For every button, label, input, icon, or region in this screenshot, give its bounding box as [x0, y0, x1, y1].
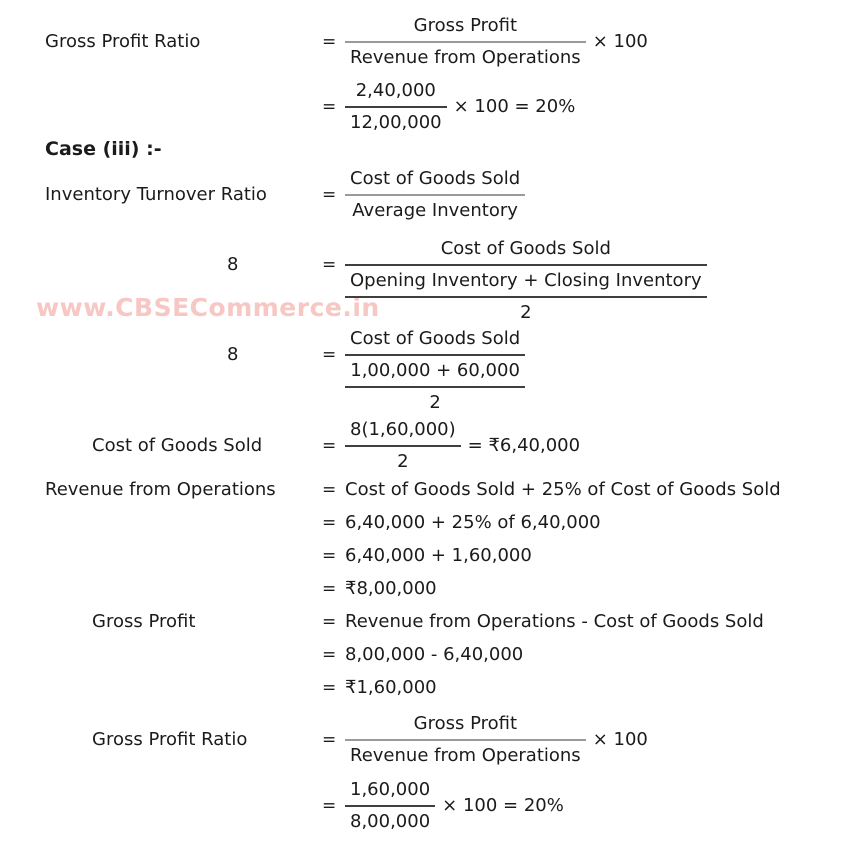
equation-row-gross-profit-step	[0, 643, 850, 667]
row-label: Gross Profit	[92, 611, 196, 632]
fraction	[345, 778, 435, 834]
equation-row-cogs-result	[0, 418, 850, 474]
fraction	[345, 79, 447, 135]
multiplier-suffix: × 100	[592, 31, 648, 52]
fraction-denominator: Average Inventory	[352, 200, 518, 221]
fraction	[345, 418, 461, 474]
fraction-numerator: Cost of Goods Sold	[440, 238, 611, 259]
equals-sign: =	[322, 97, 337, 117]
equals-sign: =	[322, 546, 337, 566]
fraction-bar	[345, 445, 461, 447]
fraction-numerator: Cost of Goods Sold	[350, 328, 521, 349]
inner-fraction-numerator: 1,00,000 + 60,000	[350, 360, 520, 381]
equation-row-revenue-step2	[0, 544, 850, 568]
fraction-bar	[345, 739, 586, 741]
fraction-denominator: 8,00,000	[350, 811, 431, 832]
inner-fraction-bar	[345, 296, 707, 298]
fraction-main-bar	[345, 354, 525, 356]
equation-row-inventory-turnover-formula	[0, 167, 850, 223]
equals-sign: =	[322, 612, 337, 632]
equals-sign: =	[322, 480, 337, 500]
nested-fraction	[345, 237, 707, 325]
fraction-numerator: Cost of Goods Sold	[350, 168, 521, 189]
fraction	[345, 14, 586, 70]
equation-row-gross-profit-ratio-values	[0, 79, 850, 135]
case-heading: Case (iii) :-	[45, 138, 162, 160]
expression-text: 6,40,000 + 25% of 6,40,000	[345, 512, 601, 533]
fraction-main-bar	[345, 264, 707, 266]
fraction-denominator: Revenue from Operations	[350, 47, 581, 68]
fraction-bar	[345, 41, 586, 43]
inner-fraction-denominator: 2	[520, 302, 532, 323]
fraction	[345, 712, 586, 768]
result-value: ₹1,60,000	[345, 677, 437, 698]
fraction-numerator: Gross Profit	[413, 15, 518, 36]
equation-row-gross-profit-formula	[0, 610, 850, 634]
row-label: Revenue from Operations	[45, 479, 276, 500]
equals-sign: =	[322, 185, 337, 205]
equation-row-gpr-values-bottom	[0, 778, 850, 834]
result-suffix: × 100 = 20%	[442, 795, 564, 816]
equals-sign: =	[322, 513, 337, 533]
equation-row-gross-profit-ratio-formula	[0, 14, 850, 70]
equals-sign: =	[322, 436, 337, 456]
equation-row-revenue-formula	[0, 478, 850, 502]
fraction-denominator: 12,00,000	[350, 112, 442, 133]
result-value: ₹8,00,000	[345, 578, 437, 599]
equation-row-revenue-step1	[0, 511, 850, 535]
equals-sign: =	[322, 796, 337, 816]
fraction-numerator: 2,40,000	[355, 80, 436, 101]
equals-sign: =	[322, 730, 337, 750]
inner-fraction-numerator: Opening Inventory + Closing Inventory	[350, 270, 702, 291]
row-label: Cost of Goods Sold	[92, 435, 263, 456]
fraction	[345, 167, 525, 223]
fraction-numerator: Gross Profit	[413, 713, 518, 734]
fraction-bar	[345, 194, 525, 196]
fraction-bar	[345, 805, 435, 807]
fraction-numerator: 1,60,000	[350, 779, 431, 800]
equals-sign: =	[322, 345, 337, 365]
inner-fraction-bar	[345, 386, 525, 388]
nested-fraction	[345, 327, 525, 415]
equals-sign: =	[322, 32, 337, 52]
expression-text: Revenue from Operations - Cost of Goods Sold	[345, 611, 764, 632]
inner-fraction-denominator: 2	[429, 392, 441, 413]
equation-row-revenue-result	[0, 577, 850, 601]
result-suffix: × 100 = 20%	[453, 96, 576, 117]
expression-text: 6,40,000 + 1,60,000	[345, 545, 532, 566]
equation-row-gross-profit-result	[0, 676, 850, 700]
row-label: Gross Profit Ratio	[92, 729, 248, 750]
row-label: Inventory Turnover Ratio	[45, 184, 267, 205]
row-label: 8	[227, 254, 239, 275]
equation-row-gpr-formula-bottom	[0, 712, 850, 768]
fraction-denominator: Revenue from Operations	[350, 745, 581, 766]
equals-sign: =	[322, 678, 337, 698]
row-label: 8	[227, 344, 239, 365]
equals-sign: =	[322, 255, 337, 275]
expression-text: 8,00,000 - 6,40,000	[345, 644, 524, 665]
multiplier-suffix: × 100	[592, 729, 648, 750]
equation-row-turnover-values	[0, 327, 850, 415]
expression-text: Cost of Goods Sold + 25% of Cost of Goods Sold	[345, 479, 781, 500]
equals-sign: =	[322, 579, 337, 599]
fraction-numerator: 8(1,60,000)	[350, 419, 456, 440]
equals-sign: =	[322, 645, 337, 665]
watermark: www.CBSECommerce.in	[36, 293, 380, 322]
equation-row-turnover-expanded	[0, 237, 850, 325]
row-label: Gross Profit Ratio	[45, 31, 201, 52]
result-value: = ₹6,40,000	[467, 435, 581, 456]
fraction-denominator: 2	[397, 451, 409, 472]
fraction-bar	[345, 106, 447, 108]
